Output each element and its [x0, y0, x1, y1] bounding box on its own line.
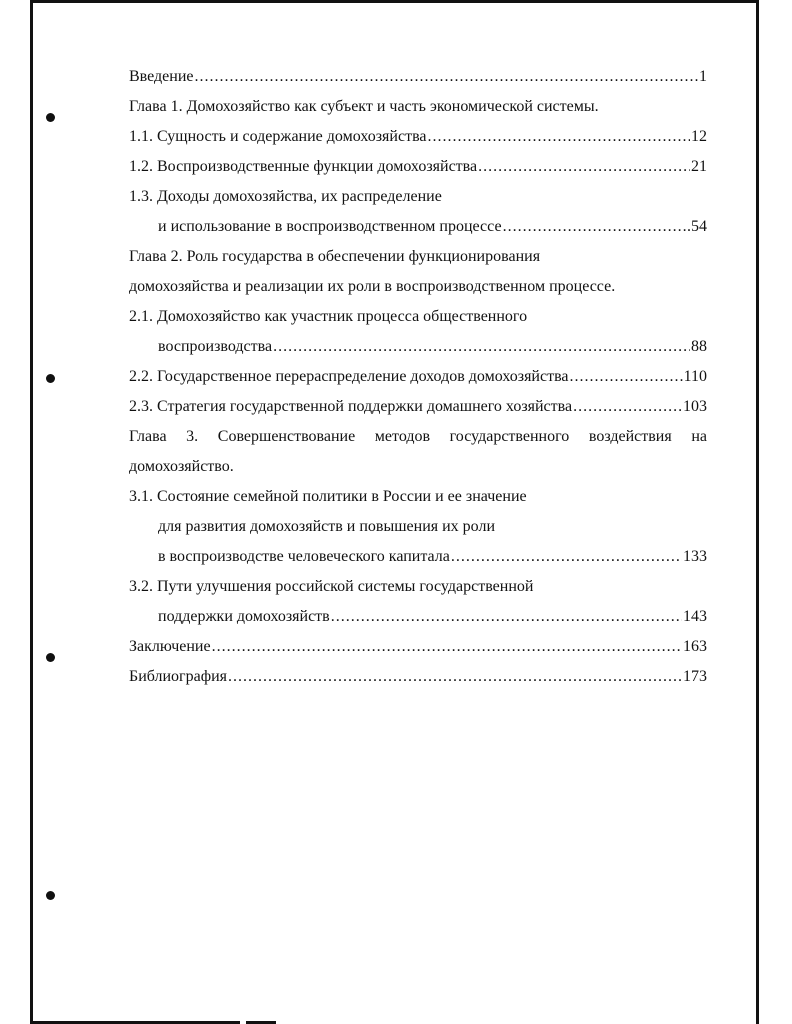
- toc-chapter-3-line2: домохозяйство.: [129, 458, 234, 475]
- dot-leader: [570, 362, 683, 392]
- toc-entry-intro: [129, 62, 707, 92]
- dot-leader: [503, 212, 686, 242]
- toc-entry-2-1: [129, 332, 707, 362]
- toc-chapter-3-line1: Глава 3. Совершенствование методов государственного воздействия на: [129, 428, 707, 445]
- toc-entry-label: 1.1. Сущность и содержание домохозяйства: [129, 128, 427, 145]
- toc-entry-1-3: [129, 212, 707, 242]
- toc-entry-page: 163: [683, 638, 707, 655]
- toc-entry-page: 103: [683, 398, 707, 415]
- punch-hole-icon: [46, 891, 55, 900]
- toc-entry-page: 1: [699, 68, 707, 85]
- dot-leader: [331, 602, 682, 632]
- dot-leader: [478, 152, 690, 182]
- toc-entry-3-2: [129, 602, 707, 632]
- page-edge-right: [756, 0, 759, 1024]
- toc-entry-label: 2.3. Стратегия государственной поддержки домашнего хозяйства: [129, 398, 573, 415]
- toc-entry-label: и использование в воспроизводственном процессе: [158, 218, 502, 235]
- toc-entry-3-1: [129, 542, 707, 572]
- toc-entry-page: 143: [683, 608, 707, 625]
- toc-entry-label: поддержки домохозяйств: [158, 608, 330, 625]
- dot-leader: [451, 542, 682, 572]
- dot-leader: [228, 662, 682, 692]
- toc-entry-page: 88: [691, 338, 707, 355]
- toc-entry-2-3: [129, 392, 707, 422]
- toc-entry-3-1-line2: для развития домохозяйств и повышения их роли: [158, 518, 496, 535]
- dot-leader: [273, 332, 690, 362]
- toc-chapter-1-title: Глава 1. Домохозяйство как субъект и часть экономической системы.: [129, 98, 599, 115]
- dot-leader: [212, 632, 682, 662]
- punch-hole-icon: [46, 113, 55, 122]
- toc-entry-label: 1.2. Воспроизводственные функции домохозяйства: [129, 158, 478, 175]
- dot-leader: [195, 62, 699, 92]
- toc-entry-label: Введение: [129, 68, 194, 85]
- toc-chapter-2-line2: домохозяйства и реализации их роли в воспроизводственном процессе.: [129, 278, 616, 295]
- toc-entry-1-2: [129, 152, 707, 182]
- toc-chapter-2-line1: Глава 2. Роль государства в обеспечении функционирования: [129, 248, 541, 265]
- punch-hole-icon: [46, 374, 55, 383]
- toc-entry-page: 173: [683, 668, 707, 685]
- toc-entry-2-1-line1: 2.1. Домохозяйство как участник процесса общественного: [129, 308, 528, 325]
- toc-entry-3-2-line1: 3.2. Пути улучшения российской системы государственной: [129, 578, 534, 595]
- page-edge-top: [30, 0, 757, 3]
- toc-entry-label: в воспроизводстве человеческого капитала: [158, 548, 450, 565]
- toc-entry-page: 21: [691, 158, 707, 175]
- dot-leader: [428, 122, 690, 152]
- toc-entry-label: Заключение: [129, 638, 211, 655]
- toc-entry-page: 133: [683, 548, 707, 565]
- toc-entry-page: 12: [691, 128, 707, 145]
- toc-entry-conclusion: [129, 632, 707, 662]
- toc-entry-3-1-line1: 3.1. Состояние семейной политики в России и ее значение: [129, 488, 527, 505]
- toc-entry-label: 2.2. Государственное перераспределение доходов домохозяйства: [129, 368, 569, 385]
- toc-entry-1-1: [129, 122, 707, 152]
- toc-entry-label: воспроизводства: [158, 338, 273, 355]
- punch-hole-icon: [46, 653, 55, 662]
- dot-leader: [573, 392, 682, 422]
- toc-entry-2-2: [129, 362, 707, 392]
- toc-entry-page: .54: [687, 218, 707, 235]
- toc-entry-bibliography: [129, 662, 707, 692]
- page-edge-left: [30, 0, 33, 1024]
- toc-entry-1-3-line1: 1.3. Доходы домохозяйства, их распределение: [129, 188, 442, 205]
- table-of-contents: [129, 62, 707, 692]
- toc-entry-label: Библиография: [129, 668, 227, 685]
- toc-entry-page: 110: [683, 368, 707, 385]
